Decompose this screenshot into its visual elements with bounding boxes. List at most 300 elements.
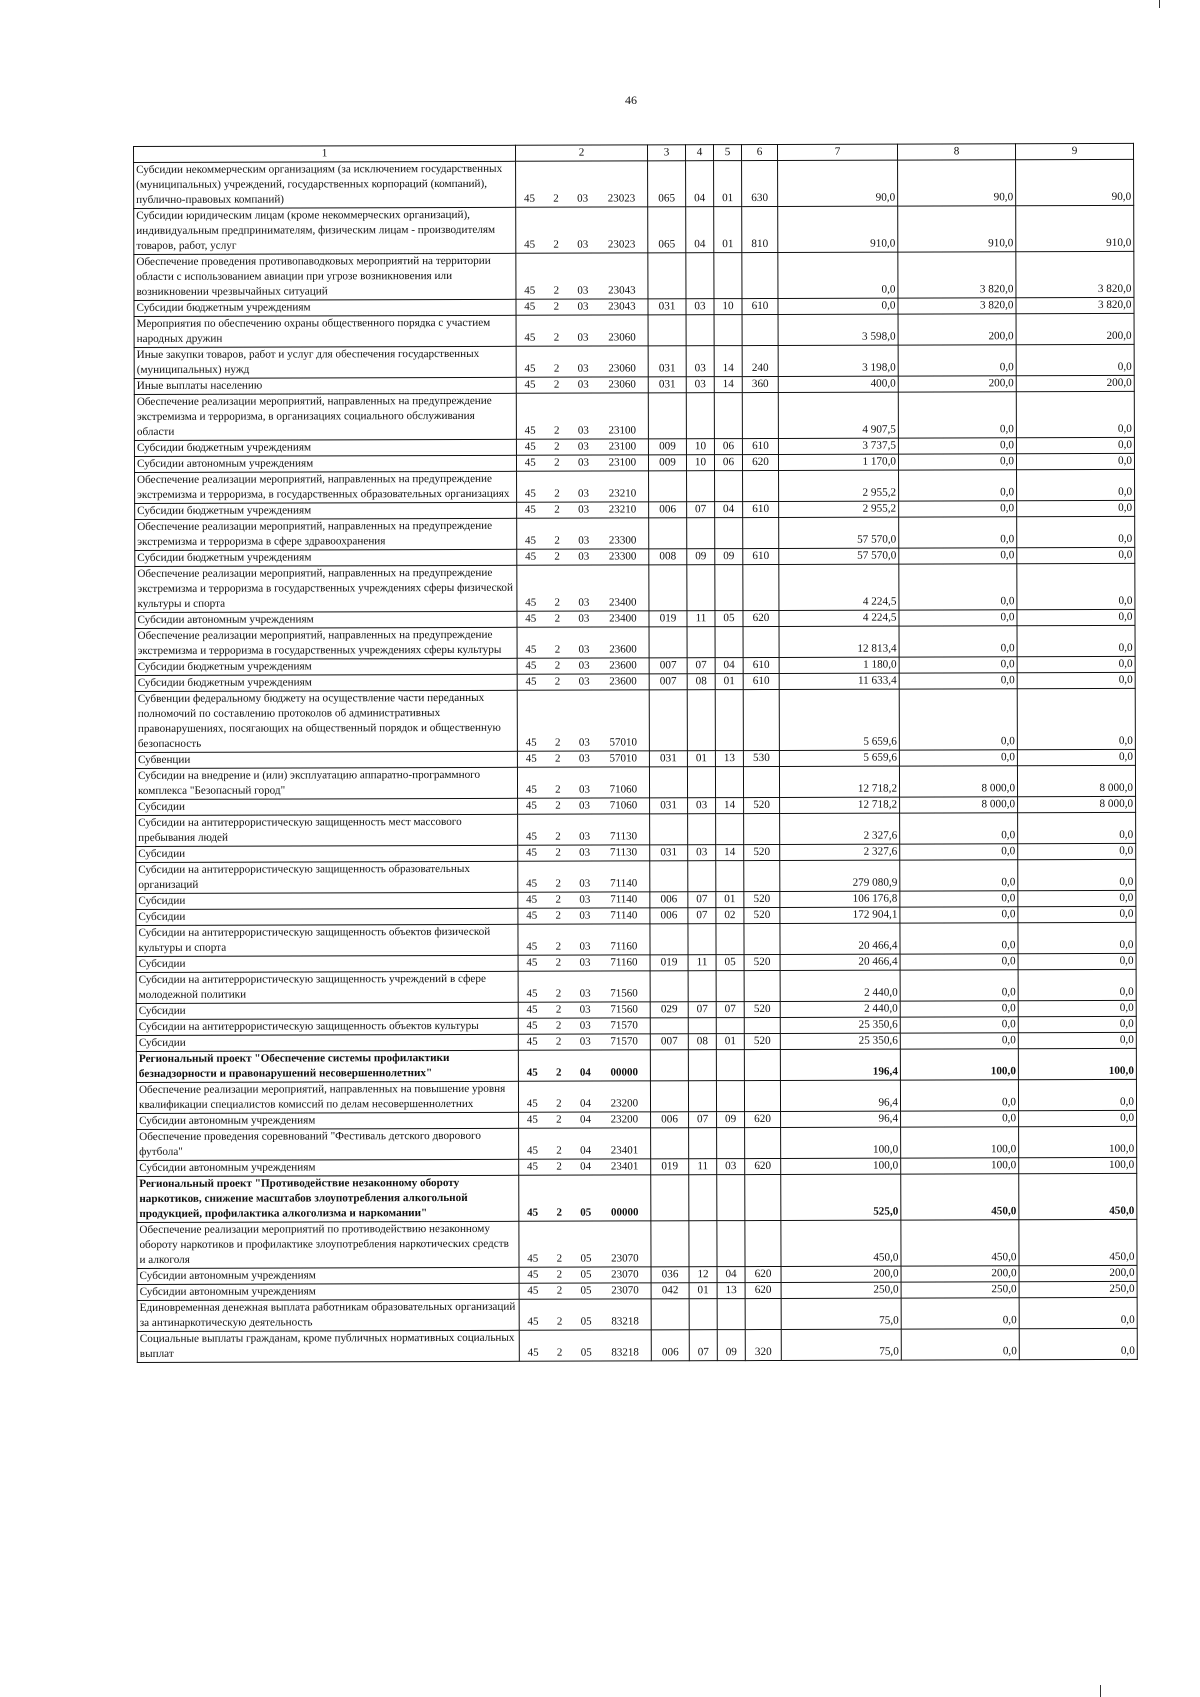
row-ministry-code xyxy=(649,565,687,611)
code-subprogram: 2 xyxy=(555,1035,562,1048)
row-section-code xyxy=(688,971,716,1002)
code-event: 03 xyxy=(577,362,589,375)
row-section-code xyxy=(687,767,715,798)
row-expense-type: 520 xyxy=(744,907,780,923)
row-expense-type: 610 xyxy=(743,548,779,564)
row-target-code xyxy=(518,1002,650,1018)
row-value-col9: 0,0 xyxy=(1018,859,1136,890)
table-row xyxy=(135,765,1135,799)
row-value-col9: 100,0 xyxy=(1019,1157,1137,1173)
code-direction: 23400 xyxy=(609,612,637,625)
row-value-col8: 0,0 xyxy=(900,813,1018,844)
row-target-code xyxy=(518,1018,650,1034)
code-direction: 71570 xyxy=(610,1035,638,1048)
code-event: 03 xyxy=(577,300,589,313)
table-row xyxy=(134,344,1134,378)
code-direction: 23070 xyxy=(611,1252,639,1265)
code-program: 45 xyxy=(525,752,537,765)
code-subprogram: 2 xyxy=(556,1252,563,1265)
row-name: Субсидии на антитеррористическую защищенность образовательных организаций xyxy=(136,861,518,893)
row-expense-type xyxy=(744,923,780,954)
row-target-code xyxy=(518,908,650,924)
code-subprogram: 2 xyxy=(553,378,560,391)
code-event: 03 xyxy=(579,1003,591,1016)
code-program: 45 xyxy=(525,534,537,547)
code-direction: 23200 xyxy=(610,1113,639,1126)
row-value-col7: 20 466,4 xyxy=(780,923,900,954)
row-value-col7: 12 813,4 xyxy=(779,626,899,657)
row-target-code xyxy=(518,798,650,814)
code-direction: 23200 xyxy=(610,1097,639,1110)
row-section-code xyxy=(686,253,714,299)
header-col-1: 1 xyxy=(134,145,516,162)
row-value-col7: 3 598,0 xyxy=(778,314,898,345)
code-event: 03 xyxy=(577,331,589,344)
code-event: 03 xyxy=(577,456,589,469)
row-name: Обеспечение реализации мероприятий по противодействию незаконному обороту наркотиков и профилактике злоупотребления наркотических средств и алкоголя xyxy=(137,1221,519,1268)
row-value-col8: 200,0 xyxy=(901,1266,1019,1282)
row-name: Субсидии на антитеррористическую защищенность объектов физической культуры и спорта xyxy=(136,924,518,956)
row-section-code: 10 xyxy=(686,439,714,455)
row-ministry-code: 019 xyxy=(651,1159,689,1175)
row-section-code: 07 xyxy=(688,908,716,924)
code-subprogram: 2 xyxy=(554,612,561,625)
row-expense-type: 240 xyxy=(742,345,778,376)
code-direction: 23210 xyxy=(608,487,637,500)
row-expense-type: 620 xyxy=(745,1266,781,1282)
code-direction: 23070 xyxy=(611,1284,639,1297)
code-direction: 71560 xyxy=(610,1003,638,1016)
row-value-col9: 90,0 xyxy=(1016,159,1134,205)
code-direction: 23060 xyxy=(608,362,636,375)
row-subsection-code xyxy=(716,971,744,1002)
row-expense-type: 520 xyxy=(744,954,780,970)
row-name: Обеспечение реализации мероприятий, направленных на предупреждение экстремизма и терроризма в государственных учреждениях сферы физической культуры и спорта xyxy=(135,565,517,612)
row-section-code: 04 xyxy=(686,161,714,207)
code-program: 45 xyxy=(526,1160,539,1173)
row-ministry-code xyxy=(650,1081,688,1112)
row-expense-type xyxy=(745,1174,781,1220)
code-subprogram: 2 xyxy=(556,1144,562,1157)
row-name: Субсидии бюджетным учреждениям xyxy=(135,674,517,691)
row-value-col9: 250,0 xyxy=(1019,1281,1137,1297)
row-subsection-code xyxy=(714,393,742,439)
row-expense-type xyxy=(744,1017,780,1033)
row-ministry-code: 029 xyxy=(650,1002,688,1018)
row-name: Субсидии автономным учреждениям xyxy=(137,1283,519,1300)
row-target-code xyxy=(519,1175,651,1221)
row-target-code xyxy=(519,1159,651,1175)
code-program: 45 xyxy=(523,192,535,205)
row-target-code xyxy=(517,627,649,658)
code-subprogram: 2 xyxy=(553,192,559,205)
row-value-col9: 3 820,0 xyxy=(1016,251,1134,297)
row-value-col7: 910,0 xyxy=(778,206,898,252)
row-value-col8: 0,0 xyxy=(900,923,1018,954)
code-event: 05 xyxy=(580,1252,592,1265)
row-target-code xyxy=(516,346,648,377)
table-row xyxy=(134,205,1134,254)
row-value-col7: 11 633,4 xyxy=(779,673,899,689)
row-subsection-code: 02 xyxy=(716,908,744,924)
row-expense-type: 610 xyxy=(743,501,779,517)
code-event: 03 xyxy=(579,877,591,890)
row-name: Обеспечение реализации мероприятий, направленных на повышение уровня квалификации специалистов комиссий по делам несовершеннолетних xyxy=(136,1081,518,1113)
row-subsection-code xyxy=(716,814,744,845)
row-subsection-code: 14 xyxy=(714,346,742,377)
code-program: 45 xyxy=(525,612,537,625)
row-ministry-code xyxy=(649,767,687,798)
row-section-code xyxy=(688,814,716,845)
code-program: 45 xyxy=(526,877,538,890)
row-value-col9: 200,0 xyxy=(1019,1265,1137,1281)
row-value-col7: 5 659,6 xyxy=(779,689,899,750)
row-section-code: 11 xyxy=(687,611,715,627)
row-value-col9: 0,0 xyxy=(1017,563,1135,609)
row-name: Единовременная денежная выплата работникам образовательных организаций за антинаркотическую деятельность xyxy=(137,1299,519,1331)
row-target-code xyxy=(517,751,649,767)
row-name: Обеспечение реализации мероприятий, направленных на предупреждение экстремизма и терроризма в государственных учреждениях сферы культуры xyxy=(135,627,517,659)
row-name: Обеспечение реализации мероприятий, направленных на предупреждение экстремизма и терроризма, в государственных образовательных организациях xyxy=(135,471,517,503)
row-name: Субсидии xyxy=(136,1002,518,1019)
code-direction: 23043 xyxy=(608,300,636,313)
row-value-col7: 250,0 xyxy=(781,1282,901,1298)
row-expense-type xyxy=(744,970,780,1001)
row-target-code xyxy=(517,565,649,611)
code-program: 45 xyxy=(524,456,536,469)
row-value-col9: 0,0 xyxy=(1019,1297,1137,1328)
code-program: 45 xyxy=(527,1284,539,1297)
code-subprogram: 2 xyxy=(554,659,561,672)
row-value-col8: 450,0 xyxy=(901,1174,1019,1220)
row-value-col9: 450,0 xyxy=(1019,1219,1137,1265)
row-value-col8: 0,0 xyxy=(900,844,1018,860)
row-value-col9: 0,0 xyxy=(1018,843,1136,859)
row-value-col8: 0,0 xyxy=(899,501,1017,517)
row-target-code xyxy=(517,611,649,627)
row-name: Субсидии бюджетным учреждениям xyxy=(135,549,517,566)
code-program: 45 xyxy=(526,940,538,953)
row-target-code xyxy=(516,393,648,439)
row-name: Субсидии бюджетным учреждениям xyxy=(135,502,517,519)
row-target-code xyxy=(517,767,649,798)
row-subsection-code: 09 xyxy=(717,1112,745,1128)
code-direction: 57010 xyxy=(609,736,638,749)
code-program: 45 xyxy=(526,1019,538,1032)
row-value-col8: 90,0 xyxy=(898,160,1016,206)
row-value-col9: 0,0 xyxy=(1017,516,1135,547)
row-name: Субсидии бюджетным учреждениям xyxy=(135,658,517,675)
code-direction: 00000 xyxy=(610,1206,639,1219)
row-target-code xyxy=(519,1221,651,1267)
row-subsection-code: 14 xyxy=(714,377,742,393)
row-ministry-code xyxy=(648,253,686,299)
row-value-col9: 0,0 xyxy=(1016,344,1134,375)
row-expense-type: 610 xyxy=(742,438,778,454)
row-target-code xyxy=(519,1267,651,1283)
table-body xyxy=(134,159,1138,1362)
row-section-code: 08 xyxy=(688,1034,716,1050)
table-row xyxy=(134,391,1134,440)
row-value-col7: 4 224,5 xyxy=(779,564,899,610)
row-value-col9: 0,0 xyxy=(1017,688,1135,749)
row-subsection-code: 04 xyxy=(715,502,743,518)
row-value-col8: 0,0 xyxy=(900,891,1018,907)
code-subprogram: 2 xyxy=(556,1097,562,1110)
row-value-col8: 0,0 xyxy=(899,470,1017,501)
row-name: Социальные выплаты гражданам, кроме публичных нормативных социальных выплат xyxy=(137,1330,519,1362)
code-event: 03 xyxy=(579,830,591,843)
code-direction: 23210 xyxy=(608,503,637,516)
row-ministry-code: 006 xyxy=(651,1112,689,1128)
row-value-col9: 0,0 xyxy=(1017,672,1135,688)
code-subprogram: 2 xyxy=(553,238,559,251)
row-target-code xyxy=(516,377,648,393)
row-value-col8: 0,0 xyxy=(900,1001,1018,1017)
code-subprogram: 2 xyxy=(556,1268,563,1281)
row-value-col7: 2 327,6 xyxy=(780,844,900,860)
row-section-code: 11 xyxy=(688,955,716,971)
row-value-col7: 172 904,1 xyxy=(780,907,900,923)
row-value-col8: 0,0 xyxy=(900,907,1018,923)
header-col-2: 2 xyxy=(515,145,647,161)
code-event: 03 xyxy=(578,596,590,609)
row-ministry-code xyxy=(650,861,688,892)
code-subprogram: 2 xyxy=(556,1284,563,1297)
row-expense-type: 320 xyxy=(745,1329,781,1360)
row-name: Иные закупки товаров, работ и услуг для обеспечения государственных (муниципальных) нужд xyxy=(134,346,516,378)
code-direction: 23100 xyxy=(608,424,637,437)
row-expense-type: 520 xyxy=(744,1001,780,1017)
row-value-col7: 106 176,8 xyxy=(780,891,900,907)
code-direction: 71560 xyxy=(610,987,638,1000)
code-program: 45 xyxy=(524,503,536,516)
row-section-code xyxy=(688,1018,716,1034)
row-target-code xyxy=(519,1283,651,1299)
code-event: 04 xyxy=(580,1160,592,1173)
row-subsection-code xyxy=(717,1128,745,1159)
row-subsection-code: 13 xyxy=(715,751,743,767)
row-section-code: 09 xyxy=(687,549,715,565)
table-row xyxy=(134,251,1134,300)
row-target-code xyxy=(517,674,649,690)
code-program: 45 xyxy=(527,1346,539,1359)
row-target-code xyxy=(519,1112,651,1128)
code-direction: 71140 xyxy=(610,893,638,906)
table-row xyxy=(135,625,1135,659)
table-row xyxy=(134,313,1134,347)
table-row xyxy=(136,859,1136,893)
row-name: Региональный проект "Обеспечение системы профилактики безнадзорности и правонарушений несовершеннолетних" xyxy=(136,1050,518,1082)
row-value-col7: 25 350,6 xyxy=(780,1017,900,1033)
code-subprogram: 2 xyxy=(555,783,561,796)
code-subprogram: 2 xyxy=(554,534,560,547)
row-value-col9: 0,0 xyxy=(1018,1032,1136,1048)
row-ministry-code: 036 xyxy=(651,1267,689,1283)
row-section-code xyxy=(688,1081,716,1112)
code-program: 45 xyxy=(526,909,538,922)
row-name: Субсидии автономным учреждениям xyxy=(137,1267,519,1284)
row-section-code: 03 xyxy=(686,377,714,393)
row-name: Обеспечение реализации мероприятий, направленных на предупреждение экстремизма и терроризма, в организациях социального обслуживания области xyxy=(134,393,516,440)
row-name: Субвенции xyxy=(135,751,517,768)
row-section-code xyxy=(686,393,714,439)
row-ministry-code xyxy=(651,1221,689,1267)
code-event: 03 xyxy=(579,846,591,859)
row-value-col7: 100,0 xyxy=(781,1158,901,1174)
row-value-col8: 0,0 xyxy=(899,548,1017,564)
row-ministry-code: 065 xyxy=(648,161,686,207)
row-value-col9: 100,0 xyxy=(1019,1126,1137,1157)
row-target-code xyxy=(516,439,648,455)
code-program: 45 xyxy=(524,424,536,437)
row-subsection-code xyxy=(717,1299,745,1330)
code-subprogram: 2 xyxy=(554,550,560,563)
code-subprogram: 2 xyxy=(556,1066,562,1079)
code-event: 03 xyxy=(578,643,590,656)
row-value-col7: 2 955,2 xyxy=(779,501,899,517)
table-row xyxy=(136,1048,1136,1082)
row-subsection-code xyxy=(716,1018,744,1034)
row-name: Мероприятия по обеспечению охраны общественного порядка с участием народных дружин xyxy=(134,315,516,347)
code-direction: 23100 xyxy=(608,456,637,469)
row-subsection-code: 01 xyxy=(714,207,742,253)
row-name: Субсидии xyxy=(136,798,518,815)
row-value-col9: 0,0 xyxy=(1016,437,1134,453)
code-direction: 71140 xyxy=(610,909,638,922)
row-target-code xyxy=(518,1081,650,1112)
row-target-code xyxy=(518,861,650,892)
row-value-col9: 0,0 xyxy=(1016,453,1134,469)
code-event: 05 xyxy=(580,1206,592,1219)
row-expense-type: 620 xyxy=(742,454,778,470)
code-program: 45 xyxy=(527,1268,539,1281)
code-subprogram: 2 xyxy=(553,424,560,437)
code-subprogram: 2 xyxy=(556,1160,562,1173)
code-direction: 23060 xyxy=(608,378,636,391)
row-value-col8: 0,0 xyxy=(900,1017,1018,1033)
row-value-col8: 910,0 xyxy=(898,206,1016,252)
table-row xyxy=(135,469,1135,503)
row-name: Региональный проект "Противодействие незаконному обороту наркотиков, снижение масштабов злоупотребления алкогольной продукцией, профилактика алкоголизма и наркомании" xyxy=(137,1175,519,1222)
row-value-col7: 75,0 xyxy=(781,1298,901,1329)
row-value-col7: 279 080,9 xyxy=(780,860,900,891)
header-col-3: 3 xyxy=(647,145,685,161)
row-subsection-code xyxy=(717,1175,745,1221)
row-value-col9: 0,0 xyxy=(1018,1016,1136,1032)
code-program: 45 xyxy=(526,1113,538,1126)
code-program: 45 xyxy=(524,300,536,313)
row-ministry-code xyxy=(648,315,686,346)
row-value-col9: 910,0 xyxy=(1016,205,1134,251)
row-value-col8: 0,0 xyxy=(900,1033,1018,1049)
code-direction: 83218 xyxy=(611,1346,639,1359)
table-row xyxy=(137,1328,1137,1362)
row-subsection-code xyxy=(716,924,744,955)
row-expense-type: 520 xyxy=(744,844,780,860)
row-target-code xyxy=(517,471,649,502)
row-value-col9: 0,0 xyxy=(1017,547,1135,563)
row-value-col9: 8 000,0 xyxy=(1017,765,1135,796)
row-value-col8: 0,0 xyxy=(900,954,1018,970)
row-subsection-code: 10 xyxy=(714,299,742,315)
row-expense-type xyxy=(743,766,779,797)
row-target-code xyxy=(518,892,650,908)
row-subsection-code: 14 xyxy=(716,845,744,861)
table-row xyxy=(136,969,1136,1003)
row-value-col8: 200,0 xyxy=(898,376,1016,392)
row-value-col8: 0,0 xyxy=(900,970,1018,1001)
row-name: Субсидии автономным учреждениям xyxy=(137,1112,519,1129)
row-section-code xyxy=(689,1221,717,1267)
row-ministry-code: 031 xyxy=(648,346,686,377)
code-direction: 23600 xyxy=(609,675,637,688)
row-value-col8: 0,0 xyxy=(900,1080,1018,1111)
row-target-code xyxy=(519,1128,651,1159)
table-row xyxy=(137,1219,1137,1268)
row-value-col7: 1 180,0 xyxy=(779,657,899,673)
row-value-col7: 3 737,5 xyxy=(778,438,898,454)
row-subsection-code xyxy=(716,1050,744,1081)
row-ministry-code xyxy=(651,1128,689,1159)
row-value-col9: 0,0 xyxy=(1019,1328,1137,1359)
row-value-col9: 0,0 xyxy=(1017,609,1135,625)
code-event: 03 xyxy=(578,736,590,749)
row-value-col8: 200,0 xyxy=(898,314,1016,345)
code-subprogram: 2 xyxy=(554,596,561,609)
row-subsection-code: 03 xyxy=(717,1159,745,1175)
table-row xyxy=(137,1173,1137,1222)
row-subsection-code: 09 xyxy=(717,1330,745,1361)
code-subprogram: 2 xyxy=(555,1019,562,1032)
code-subprogram: 2 xyxy=(555,846,561,859)
code-subprogram: 2 xyxy=(555,799,561,812)
row-value-col7: 12 718,2 xyxy=(779,766,899,797)
code-event: 03 xyxy=(578,487,590,500)
code-direction: 00000 xyxy=(610,1066,639,1079)
row-subsection-code xyxy=(714,315,742,346)
row-value-col7: 2 327,6 xyxy=(780,813,900,844)
row-expense-type xyxy=(745,1127,781,1158)
row-expense-type: 810 xyxy=(742,206,778,252)
row-ministry-code xyxy=(649,627,687,658)
row-subsection-code xyxy=(716,861,744,892)
row-value-col7: 2 955,2 xyxy=(779,470,899,501)
code-subprogram: 2 xyxy=(554,675,561,688)
row-value-col9: 0,0 xyxy=(1018,1000,1136,1016)
row-subsection-code: 05 xyxy=(716,955,744,971)
table-row xyxy=(136,1079,1136,1113)
code-direction: 23300 xyxy=(608,534,637,547)
code-subprogram: 2 xyxy=(556,1315,563,1328)
row-value-col8: 0,0 xyxy=(901,1329,1019,1360)
code-program: 45 xyxy=(525,675,537,688)
row-section-code: 01 xyxy=(687,751,715,767)
row-value-col9: 0,0 xyxy=(1016,391,1134,437)
code-direction: 71060 xyxy=(609,783,638,796)
header-col-7: 7 xyxy=(777,144,897,160)
row-subsection-code: 13 xyxy=(717,1283,745,1299)
row-name: Субсидии бюджетным учреждениям xyxy=(134,439,516,456)
row-expense-type: 610 xyxy=(743,673,779,689)
row-value-col9: 0,0 xyxy=(1018,812,1136,843)
code-direction: 23401 xyxy=(610,1160,639,1173)
row-section-code: 01 xyxy=(689,1283,717,1299)
row-value-col8: 100,0 xyxy=(900,1049,1018,1080)
row-ministry-code xyxy=(648,393,686,439)
table-row xyxy=(137,1126,1137,1160)
code-program: 45 xyxy=(526,1144,538,1157)
